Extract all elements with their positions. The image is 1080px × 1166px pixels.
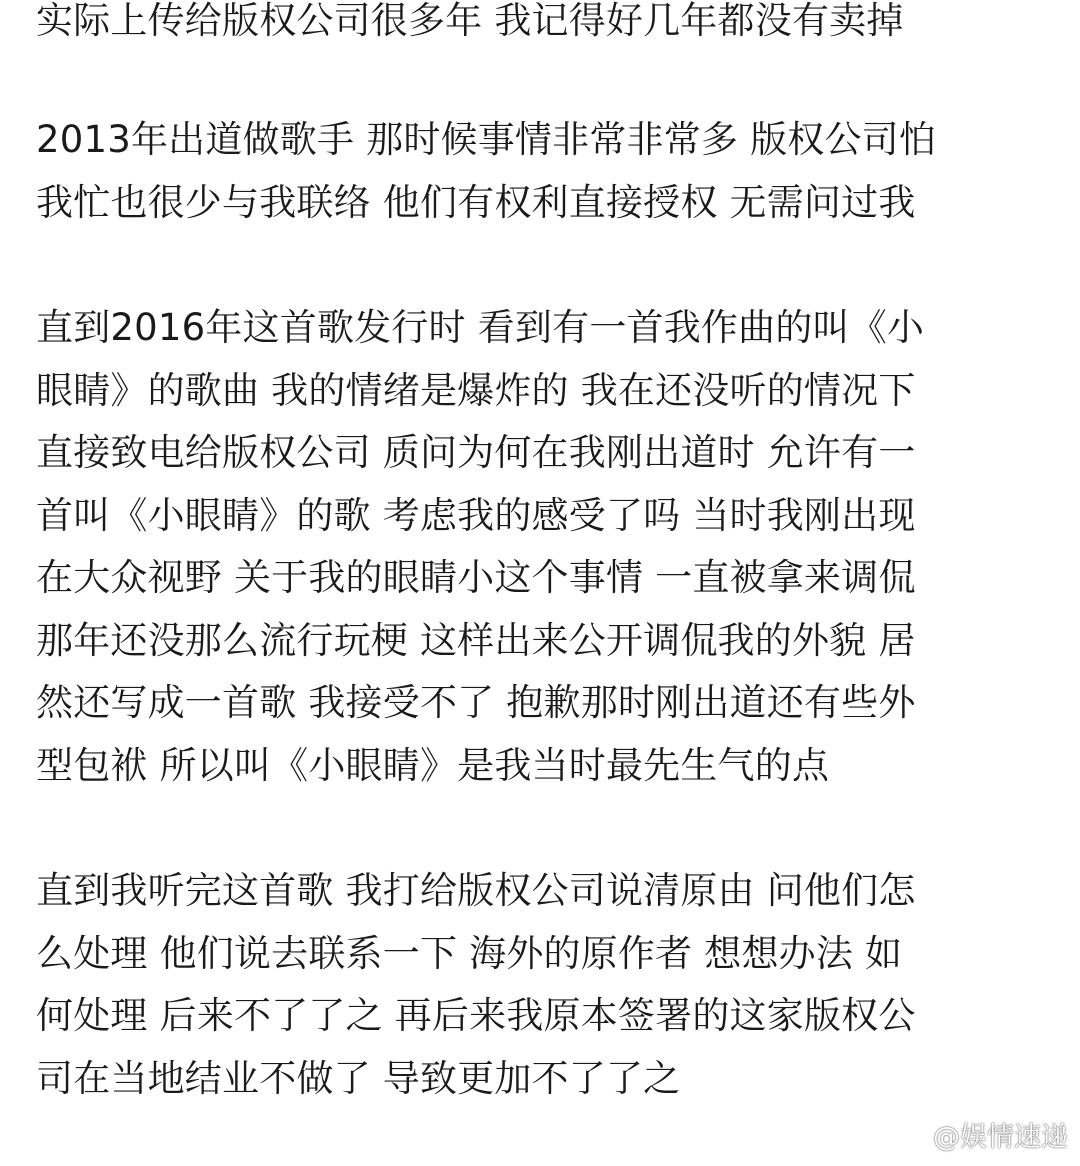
text-line: 我忙也很少与我联络 他们有权利直接授权 无需问过我 — [36, 180, 916, 224]
weibo-watermark — [883, 1115, 1068, 1154]
text-line: 在大众视野 关于我的眼睛小这个事情 一直被拿来调侃 — [36, 556, 916, 599]
text-line: 首叫《小眼睛》的歌 考虑我的感受了吗 当时我刚出现 — [36, 493, 916, 537]
paragraph-2 — [36, 109, 1056, 234]
paragraph-3 — [36, 297, 1056, 797]
paragraph-4 — [36, 860, 1056, 1110]
weibo-icon — [883, 1116, 929, 1153]
paragraph-gap — [36, 46, 1056, 109]
text-line: 何处理 后来不了了之 再后来我原本签署的这家版权公 — [36, 994, 916, 1037]
text-line: 眼睛》的歌曲 我的情绪是爆炸的 我在还没听的情况下 — [36, 368, 916, 412]
paragraph-gap — [36, 797, 1056, 860]
text-line: 直到我听完这首歌 我打给版权公司说清原由 问他们怎 — [36, 869, 916, 912]
text-line: 型包袱 所以叫《小眼睛》是我当时最先生气的点 — [36, 743, 830, 787]
text-line: 然还写成一首歌 我接受不了 抱歉那时刚出道还有些外 — [36, 681, 916, 724]
text-line: 实际上传给版权公司很多年 我记得好几年都没有卖掉 — [36, 0, 904, 42]
text-line: 2013年出道做歌手 那时候事情非常非常多 版权公司怕 — [36, 118, 937, 161]
text-line: 司在当地结业不做了 导致更加不了了之 — [36, 1056, 681, 1100]
article-body — [36, 0, 1056, 1110]
watermark-text: @娱情速递 — [933, 1122, 1068, 1153]
paragraph-gap — [36, 234, 1056, 297]
text-line: 那年还没那么流行玩梗 这样出来公开调侃我的外貌 居 — [36, 618, 916, 662]
paragraph-1 — [36, 0, 1056, 46]
text-line: 直到2016年这首歌发行时 看到有一首我作曲的叫《小 — [36, 306, 925, 349]
text-line: 么处理 他们说去联系一下 海外的原作者 想想办法 如 — [36, 931, 903, 975]
text-line: 直接致电给版权公司 质问为何在我刚出道时 允许有一 — [36, 431, 916, 474]
